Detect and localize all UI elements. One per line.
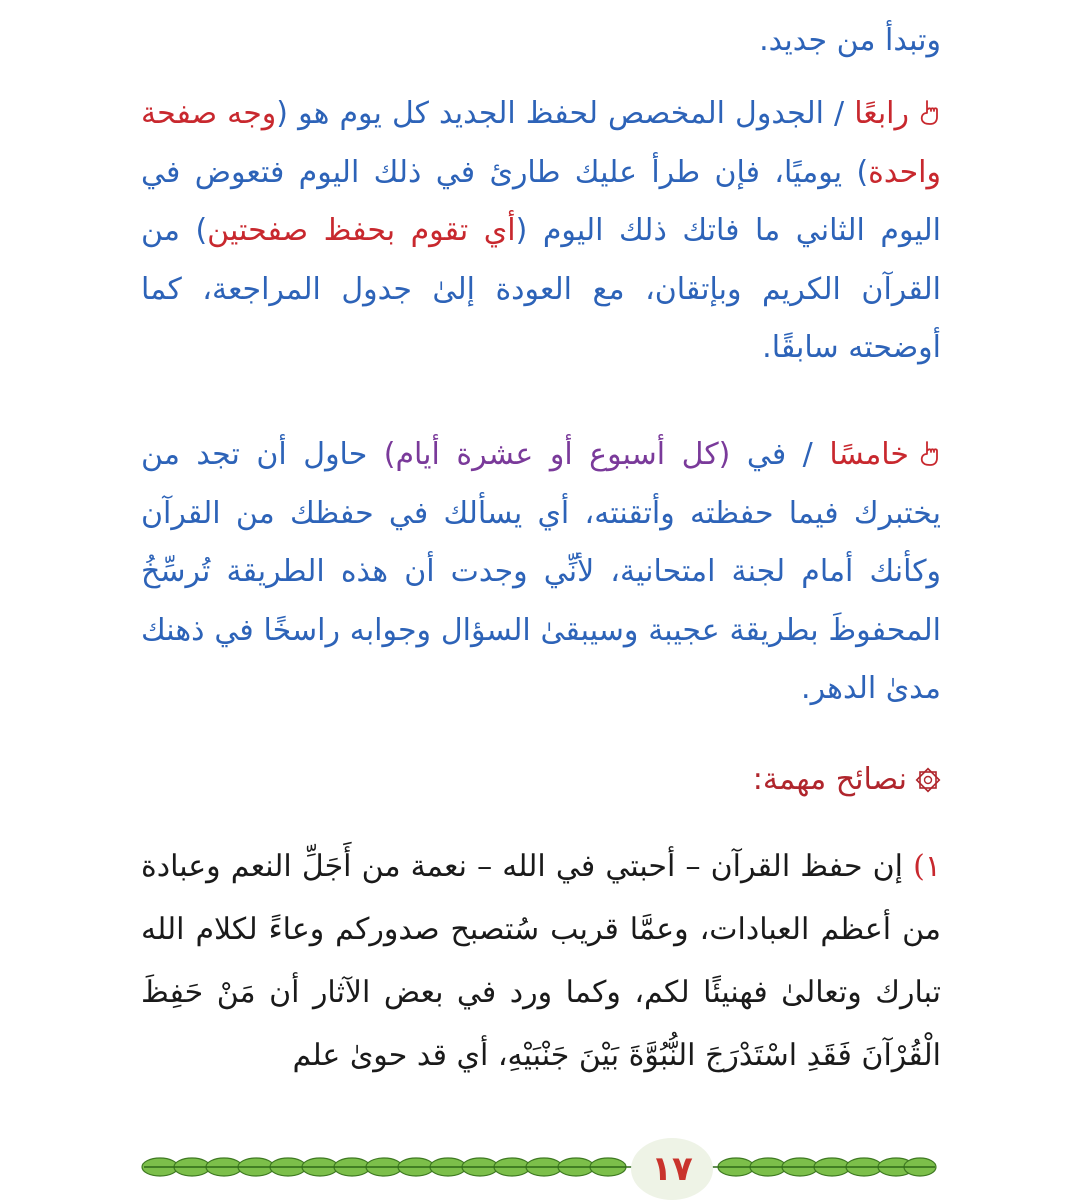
octagram-icon [907, 762, 941, 797]
page-footer [140, 1138, 939, 1192]
top-line: وتبدأ من جديد. [759, 23, 941, 58]
advice-one-number: ١) [913, 849, 941, 884]
item-four-text-2: ) يوميًا، فإن طرأ عليك طارئ في ذلك اليوم فتعوض في اليوم الثاني ما فاتك ذلك اليوم ( [141, 154, 941, 248]
leaf-garland-ornament [140, 1150, 939, 1184]
item-five-highlight: (كل أسبوع أو عشرة أيام) [383, 437, 731, 472]
item-four-label: رابعًا [854, 96, 909, 131]
item-four-separator: / [823, 96, 855, 131]
pointing-hand-icon [909, 96, 941, 131]
item-five-label: خامسًا [829, 437, 909, 472]
page-number-badge [631, 1138, 713, 1200]
advice-one-text: إن حفظ القرآن – أحبتي في الله – نعمة من أَجَلِّ النعم وعبادة من أعظم العبادات، وعمَّا قريب سُتصبح صدوركم وعاءً لكلام الله تبارك وتعالىٰ فهنيئًا لكم، وكما ورد في بعض الآثار أن مَنْ حَفِظَ الْقُرْآنَ فَقَدِ اسْتَدْرَجَ النُّبُوَّةَ بَيْنَ جَنْبَيْهِ، أي قد حوىٰ علم [141, 849, 941, 1073]
item-four-paragraph [141, 85, 941, 378]
item-four-text-1: الجدول المخصص لحفظ الجديد كل يوم هو ( [276, 96, 824, 131]
item-four-text-3: ) من القرآن الكريم وبإتقان، مع العودة إلىٰ جدول المراجعة، كما أوضحته سابقًا. [141, 213, 941, 365]
item-five-text-2: حاول أن تجد من يختبرك فيما حفظته وأتقنته، أي يسألك في حفظك من القرآن وكأنك أمام لجنة امتحانية، لأنِّي وجدت أن هذه الطريقة تُرسِّخُ المحفوظَ بطريقة عجيبة وسيبقىٰ السؤال وجوابه راسخًا في ذهنك مدىٰ الدهر. [141, 437, 941, 706]
item-four-highlight-1: وجه صفحة واحدة [141, 96, 941, 190]
pointing-hand-icon [909, 437, 941, 472]
item-four-highlight-2: أي تقوم بحفظ صفحتين [207, 213, 516, 248]
advice-heading: نصائح مهمة: [752, 762, 907, 797]
item-five-text-1: في [730, 437, 787, 472]
item-five-separator: / [786, 437, 830, 472]
advice-heading-row [141, 760, 941, 800]
page-number: ١٧ [651, 1149, 693, 1189]
item-five-paragraph [141, 426, 941, 719]
advice-one-paragraph [141, 835, 941, 1087]
